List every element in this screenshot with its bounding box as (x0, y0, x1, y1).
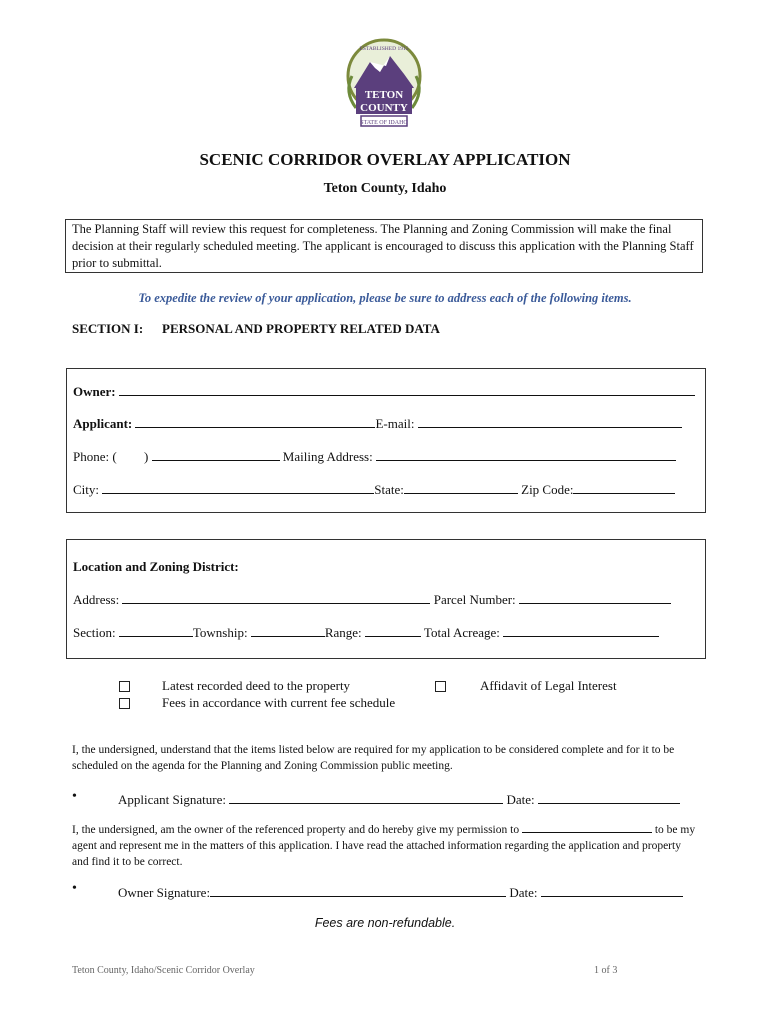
footer-left: Teton County, Idaho/Scenic Corridor Overlay (72, 965, 255, 976)
owner-date-field[interactable] (541, 884, 683, 897)
acreage-field[interactable] (503, 624, 659, 637)
section-label: Section: (73, 625, 116, 640)
bullet-applicant: • (72, 789, 77, 804)
page-title: SCENIC CORRIDOR OVERLAY APPLICATION (199, 150, 571, 169)
parcel-label: Parcel Number: (433, 592, 516, 607)
logo-name-line1: TETON (364, 89, 404, 101)
address-field[interactable] (122, 591, 430, 604)
township-label: Township: (192, 625, 248, 640)
owner-signature-label: Owner Signature: (118, 885, 211, 900)
phone-row (73, 448, 676, 465)
applicant-signature-field[interactable] (229, 791, 503, 804)
applicant-signature-label: Applicant Signature: (118, 792, 226, 807)
owner-date-label: Date: (509, 885, 538, 900)
applicant-date-field[interactable] (538, 791, 680, 804)
phone-field[interactable] (152, 448, 280, 461)
address-row (73, 591, 671, 608)
checklist-item-deed: Latest recorded deed to the property (162, 678, 351, 693)
state-label: State: (374, 482, 404, 497)
logo-name-line2: COUNTY (360, 102, 408, 114)
checklist-item-fees: Fees in accordance with current fee schedule (162, 695, 396, 710)
applicant-label: Applicant: (73, 416, 133, 431)
agent-name-field[interactable] (522, 822, 652, 833)
applicant-row (73, 415, 682, 432)
mailing-address-field[interactable] (376, 448, 676, 461)
zip-label: Zip Code: (521, 482, 574, 497)
phone-label: Phone: ( (73, 449, 117, 464)
email-label: E-mail: (375, 416, 415, 431)
section-number: SECTION I: (72, 321, 144, 336)
city-row (73, 481, 675, 498)
logo-arc-text: ESTABLISHED 1915 (359, 46, 409, 52)
checkbox-affidavit[interactable] (435, 681, 446, 692)
mailing-address-label: Mailing Address: (282, 449, 373, 464)
location-heading: Location and Zoning District: (73, 559, 239, 574)
footer-page-number: 1 of 3 (594, 965, 618, 976)
page-subtitle: Teton County, Idaho (323, 181, 447, 196)
checklist-item-affidavit: Affidavit of Legal Interest (480, 678, 617, 693)
address-label: Address: (73, 592, 120, 607)
statement-authorization-b: to be my agent and represent me in the matters of this application. I have read the attached information regarding the application and property and find it to be correct. (72, 824, 696, 868)
acreage-label: Total Acreage: (423, 625, 500, 640)
teton-county-seal-logo (334, 36, 434, 132)
zip-field[interactable] (573, 481, 675, 494)
personal-data-box (66, 368, 706, 513)
checkbox-fees[interactable] (119, 698, 130, 709)
fees-note: Fees are non-refundable. (314, 916, 456, 930)
section-title: PERSONAL AND PROPERTY RELATED DATA (162, 321, 440, 336)
section-row (73, 624, 659, 641)
location-box (66, 539, 706, 659)
owner-signature-row (118, 884, 683, 901)
owner-label: Owner: (73, 384, 116, 399)
owner-field[interactable] (119, 383, 695, 396)
section-heading (72, 321, 440, 337)
city-label: City: (73, 482, 100, 497)
applicant-date-label: Date: (506, 792, 535, 807)
owner-row (73, 383, 695, 400)
applicant-signature-row (118, 791, 680, 808)
bullet-owner: • (72, 881, 77, 896)
notice-box: The Planning Staff will review this request for completeness. The Planning and Zoning Commission will make the final decision at their regularly scheduled meeting. The applicant is encouraged to discuss this application with the Planning Staff prior to submittal. (65, 219, 703, 273)
range-label: Range: (324, 625, 362, 640)
city-field[interactable] (102, 481, 374, 494)
township-field[interactable] (251, 624, 325, 637)
logo-banner: STATE OF IDAHO (360, 120, 408, 126)
checkbox-deed[interactable] (119, 681, 130, 692)
email-field[interactable] (418, 415, 682, 428)
statement-authorization (72, 822, 700, 870)
parcel-field[interactable] (519, 591, 671, 604)
section-field[interactable] (119, 624, 193, 637)
owner-signature-field[interactable] (210, 884, 506, 897)
state-field[interactable] (404, 481, 518, 494)
applicant-field[interactable] (135, 415, 375, 428)
statement-requirements: I, the undersigned, understand that the items listed below are required for my application to be considered complete and for it to be scheduled on the agenda for the Planning and Zoning Commission public meeting. (72, 744, 675, 772)
phone-close: ) (143, 449, 149, 464)
statement-authorization-a: I, the undersigned, am the owner of the referenced property and do hereby give my permission to (72, 824, 520, 836)
expedite-note: To expedite the review of your application, please be sure to address each of the following items. (138, 291, 632, 305)
range-field[interactable] (365, 624, 421, 637)
